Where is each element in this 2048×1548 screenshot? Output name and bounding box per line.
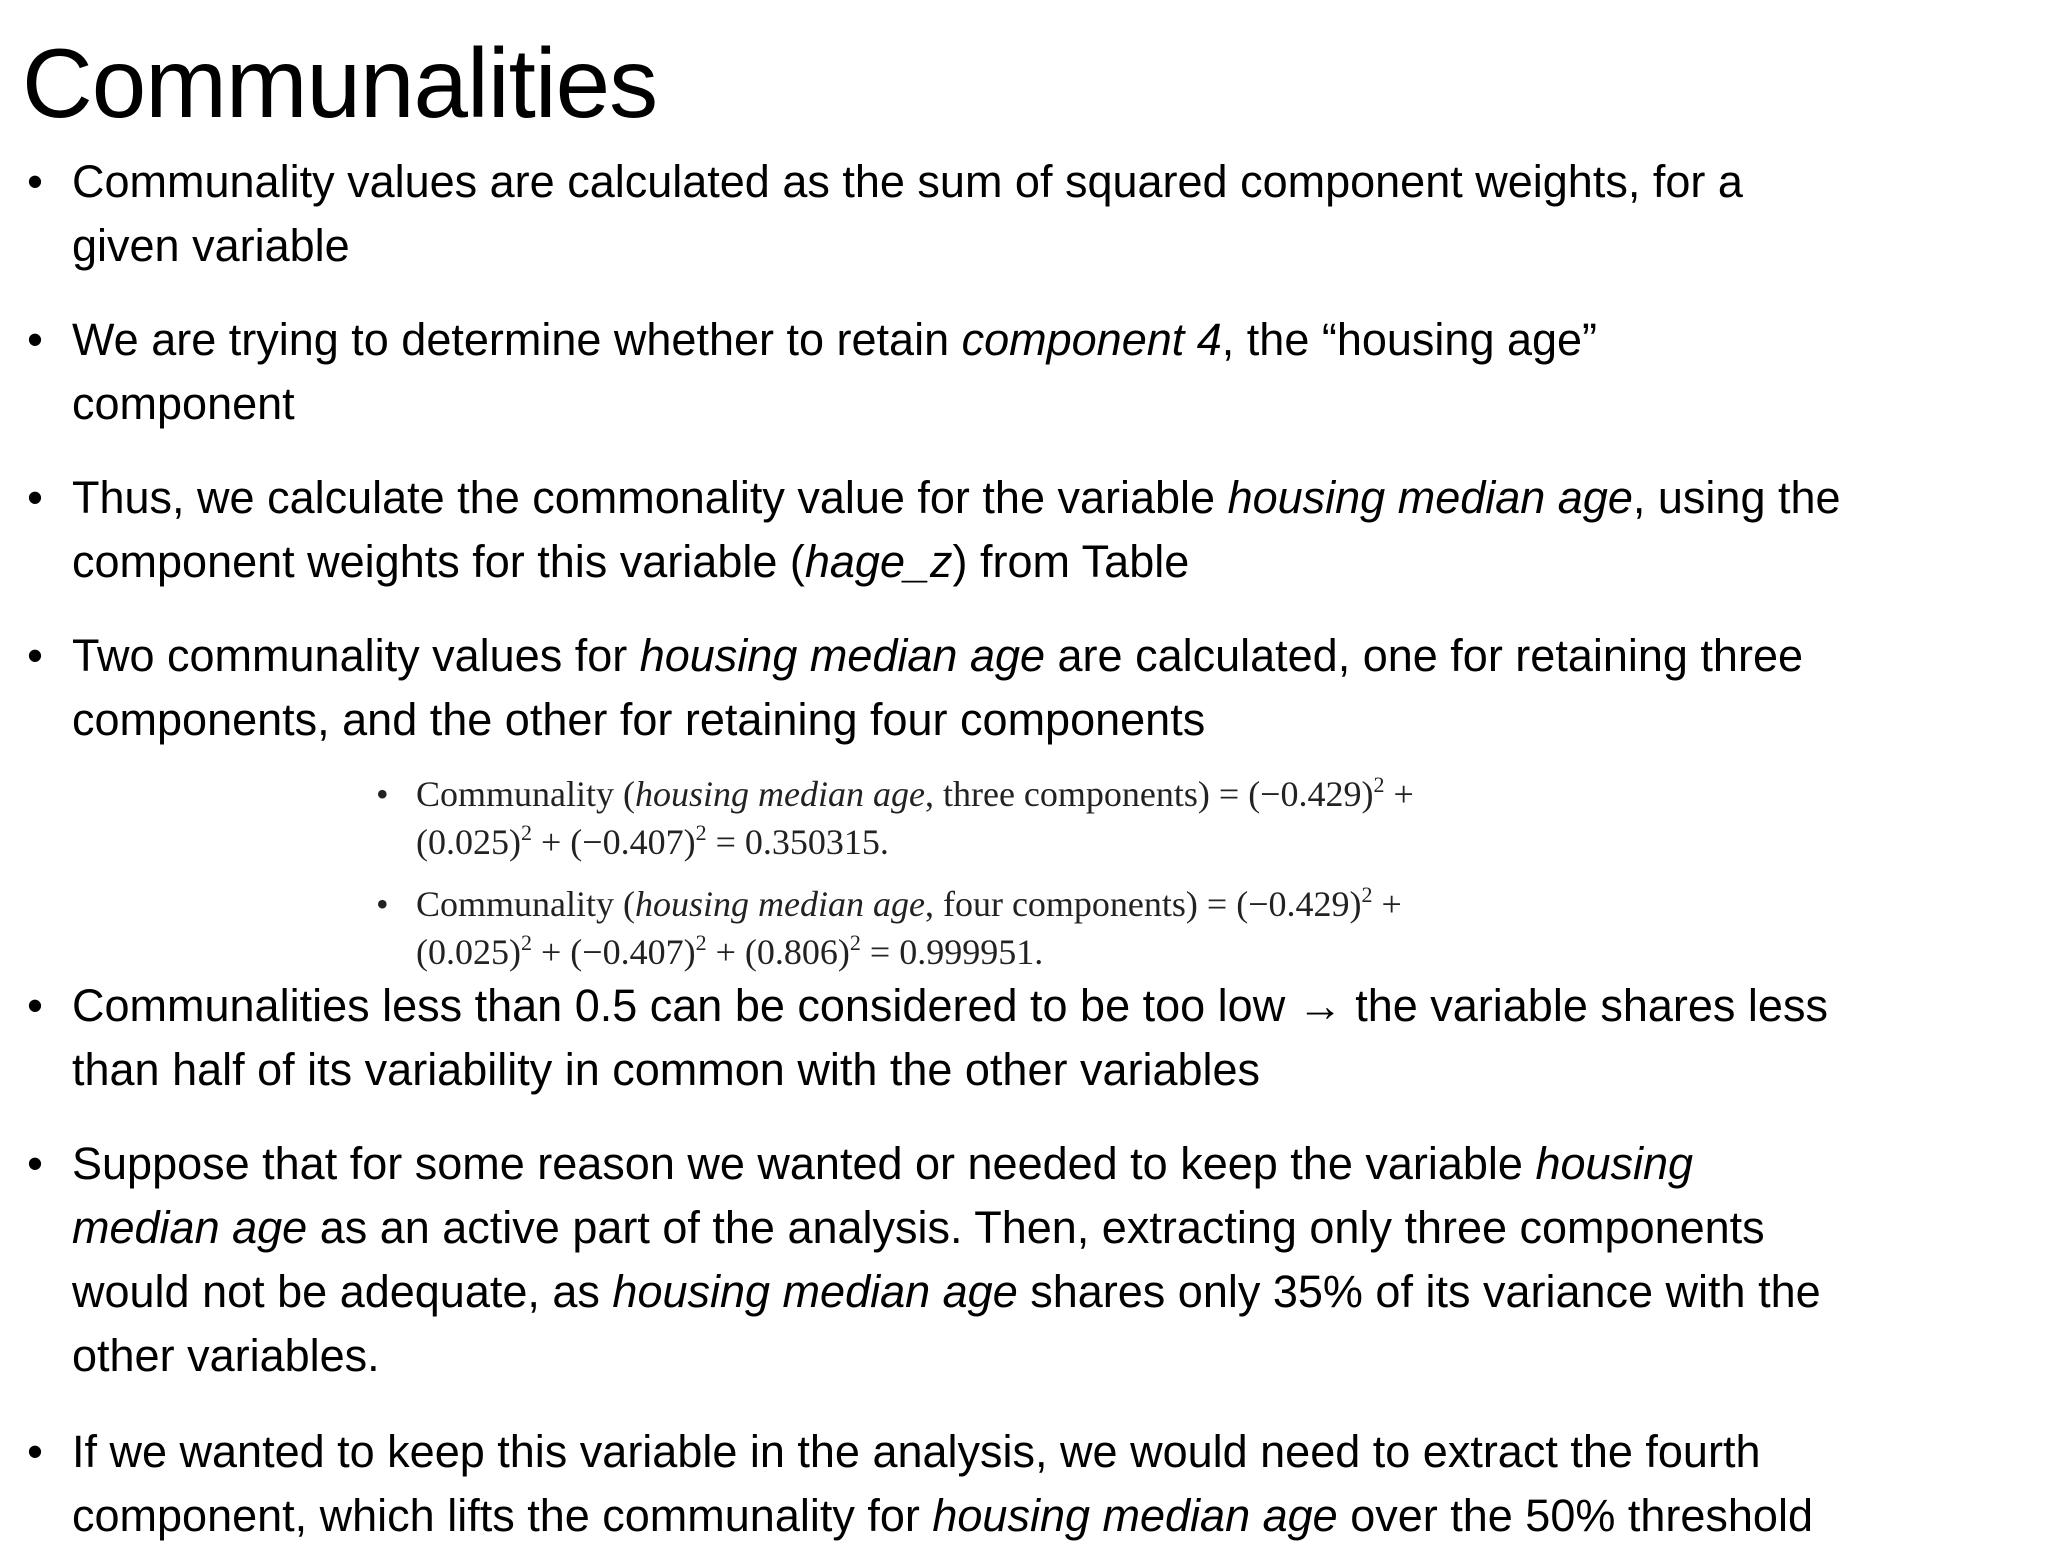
bullet-emphasis: hage_z: [804, 536, 953, 587]
bullet-text: [72, 1420, 2032, 1548]
bullet-run: over the 50% threshold: [1337, 1490, 1813, 1541]
bullet-run: We are trying to determine whether to retain: [72, 314, 962, 365]
formula-bullet: •: [376, 774, 389, 814]
bullet-run: , using the component weights for this variable (: [72, 472, 1841, 587]
formula-mode: three components: [942, 774, 1198, 814]
formula-term: (0.806): [744, 932, 850, 972]
formula-result: 0.999951: [899, 932, 1035, 972]
formula-term: (−0.407): [570, 932, 696, 972]
bullet-marker: •: [27, 630, 43, 681]
formula-three-components: • Communality (housing median age, three components) = $(-0.429)^2$ + $(0.025)^2 + (-0.407)^2 = 0.350315$.: [376, 772, 1414, 862]
formula-result: 0.350315: [744, 822, 880, 862]
formula-term: (0.025): [416, 822, 521, 862]
bullet-text: [72, 624, 2032, 752]
bullet-emphasis: component 4: [961, 314, 1222, 365]
bullet-text: [72, 1132, 2032, 1388]
bullet-run: Two communality values for: [72, 630, 640, 681]
bullet-marker: •: [27, 1138, 43, 1189]
bullet-emphasis: housing median age: [612, 1266, 1018, 1317]
bullet-run: Communalities less than 0.5 can be considered to be too low → the variable shares less than half of its variability in common with the other variables: [72, 980, 1828, 1095]
formula-four-components: • Communality (housing median age, four components) = $(-0.429)^2$ + $(0.025)^2 + (-0.407)^2 + (0.806)^2 = 0.999951$.: [376, 882, 1402, 972]
bullet-run: Suppose that for some reason we wanted or needed to keep the variable: [72, 1138, 1536, 1189]
bullet-marker: •: [27, 1426, 43, 1477]
bullet-emphasis: housing median age: [932, 1490, 1338, 1541]
bullet-run: ) from Table: [952, 536, 1190, 587]
formula-term: (−0.429): [1236, 884, 1362, 924]
bullet-emphasis: housing median age: [639, 630, 1046, 681]
bullet-text: [72, 974, 2032, 1102]
formula-bullet: •: [376, 884, 389, 924]
formula-variable: housing median age: [635, 884, 925, 924]
formula-list: [370, 770, 1690, 990]
formula-term: (0.025): [416, 932, 521, 972]
formula-lead: Communality: [416, 884, 614, 924]
bullet-run: Communality values are calculated as the sum of squared component weights, for a given variable: [72, 156, 1743, 271]
bullet-run: shares only 35% of its variance with the other variables.: [72, 1266, 1821, 1381]
bullet-marker: •: [27, 156, 43, 207]
bullet-emphasis: housing median age: [1227, 472, 1633, 523]
bullet-marker: •: [27, 472, 43, 523]
bullet-marker: •: [27, 980, 43, 1031]
bullet-emphasis: housing median age: [72, 1138, 1694, 1253]
bullet-run: as an active part of the analysis. Then, extracting only three components would not be adequate, as: [72, 1202, 1765, 1317]
formula-mode: four components: [942, 884, 1186, 924]
formula-variable: housing median age: [635, 774, 925, 814]
bullet-marker: •: [27, 314, 43, 365]
formula-lead: Communality: [416, 774, 614, 814]
bullet-text: [72, 308, 2032, 436]
bullet-run: Thus, we calculate the commonality value for the variable: [72, 472, 1228, 523]
formula-term: (−0.407): [570, 822, 696, 862]
bullet-text: [72, 466, 2032, 594]
bullet-run: , the “housing age” component: [72, 314, 1598, 429]
slide-title: Communalities: [22, 28, 658, 138]
bullet-run: are calculated, one for retaining three components, and the other for retaining four components: [72, 630, 1803, 745]
formula-term: (−0.429): [1248, 774, 1374, 814]
bullet-text: [72, 150, 2032, 278]
bullet-run: If we wanted to keep this variable in the analysis, we would need to extract the fourth component, which lifts the communality for: [72, 1426, 1761, 1541]
